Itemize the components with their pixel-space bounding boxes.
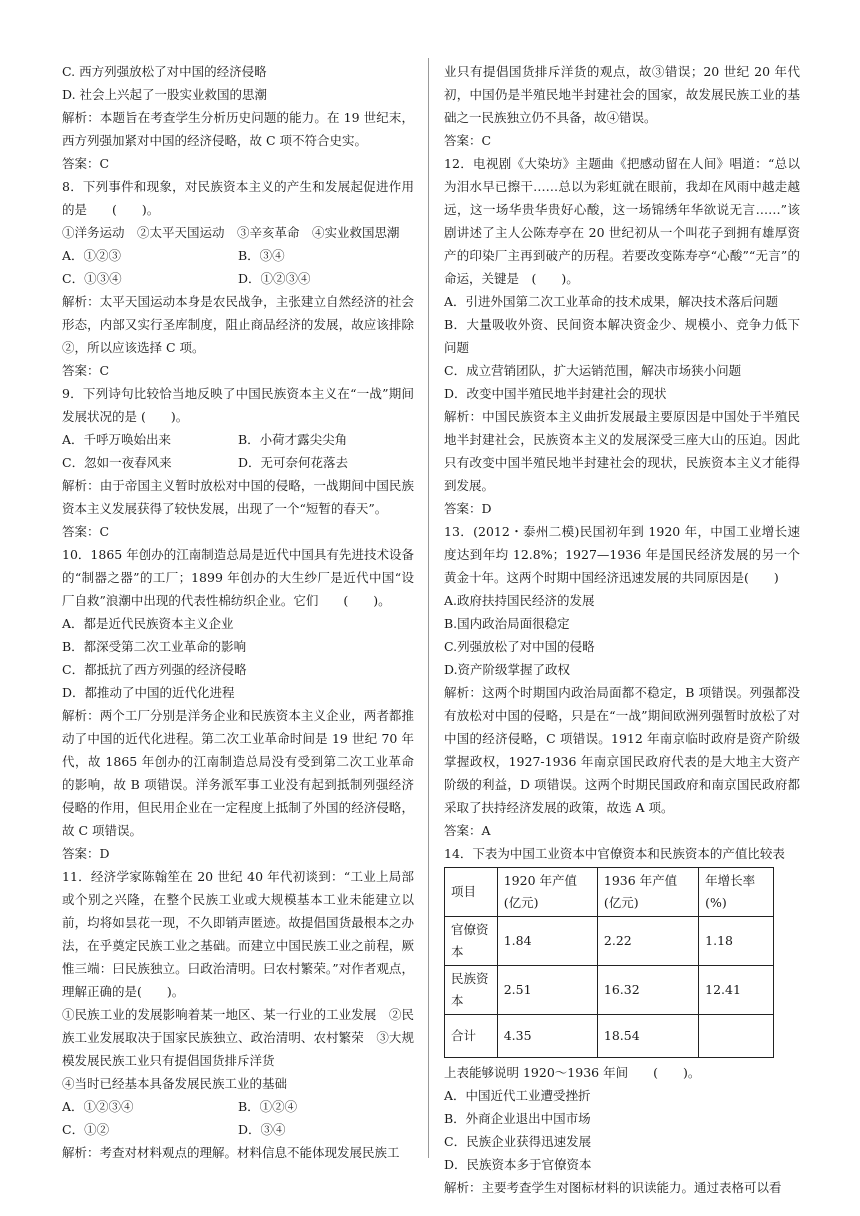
q7-option-c: C. 西方列强放松了对中国的经济侵略 [62, 64, 267, 79]
table-cell: 18.54 [597, 1015, 698, 1058]
q9-option-c: C．忽如一夜春风来 [62, 455, 172, 470]
q11-answer: 答案：C [444, 133, 492, 148]
q7-answer: 答案：C [62, 156, 110, 171]
q13-stem: 13．(2012・泰州二模)民国初年到 1920 年，中国工业增长速度达到年均 12.8%；1927—1936 年是国民经济发展的另一个黄金十年。这两个时期中国经济迅速发展的共同原因是( ) [444, 524, 800, 585]
q11-item-4: ④当时已经基本具备发展民族工业的基础 [62, 1076, 288, 1091]
q7-option-d: D. 社会上兴起了一股实业救国的思潮 [62, 87, 268, 102]
q9-option-d: D．无可奈何花落去 [238, 455, 349, 470]
q11-options-cd [62, 1118, 414, 1141]
q9-answer: 答案：C [62, 524, 110, 539]
q11-analysis: 解析：考查对材料观点的理解。材料信息不能体现发展民族工 [62, 1145, 400, 1160]
table-header-row [445, 868, 774, 917]
table-cell: 官僚资本 [445, 917, 498, 966]
q8-option-a: A．①②③ [62, 248, 122, 263]
q8-option-b: B．③④ [238, 248, 285, 263]
q10-answer: 答案：D [62, 846, 110, 861]
q12-stem: 12．电视剧《大染坊》主题曲《把感动留在人间》唱道：“总以为泪水早已擦干……总以为彩虹就在眼前，我却在风雨中越走越远，这一场华贵华贵好心酸，这一场锦绣年华欲说无言……”该剧讲述了主人公陈寿亭在 20 世纪初从一个叫花子到拥有雄厚资产的印染厂主再到破产的历程。若要改变陈寿亭“心酸”“无言”的命运，关键是 ( )。 [444, 156, 800, 286]
q13-answer: 答案：A [444, 823, 491, 838]
q14-option-b: B．外商企业退出中国市场 [444, 1111, 591, 1126]
q11-analysis-continued: 业只有提倡国货排斥洋货的观点，故③错误；20 世纪 20 年代初，中国仍是半殖民地半封建社会的国家，故发展民族工业的基础之一民族独立仍不具备，故④错误。 [444, 64, 800, 125]
table-cell: 2.22 [597, 917, 698, 966]
q12-option-a: A．引进外国第二次工业革命的技术成果，解决技术落后问题 [444, 294, 779, 309]
q11-option-c: C．①② [62, 1122, 110, 1137]
q14-stem: 14．下表为中国工业资本中官僚资本和民族资本的产值比较表 [444, 846, 785, 861]
q12-option-b: B．大量吸收外资、民间资本解决资金少、规模小、竞争力低下问题 [444, 317, 800, 355]
q10-option-d: D．都推动了中国的近代化进程 [62, 685, 235, 700]
table-header-cell: 1920 年产值(亿元) [497, 868, 597, 917]
q8-option-d: D．①②③④ [238, 271, 311, 286]
q13-option-c: C.列强放松了对中国的侵略 [444, 639, 595, 654]
q11-option-b: B．①②④ [238, 1099, 298, 1114]
q8-options-cd [62, 267, 414, 290]
q9-option-b: B．小荷才露尖尖角 [238, 432, 348, 447]
q13-option-b: B.国内政治局面很稳定 [444, 616, 570, 631]
q8-items: ①洋务运动 ②太平天国运动 ③辛亥革命 ④实业救国思潮 [62, 225, 400, 240]
table-cell: 1.18 [699, 917, 774, 966]
table-cell: 1.84 [497, 917, 597, 966]
q8-options-ab [62, 244, 414, 267]
q13-option-d: D.资产阶级掌握了政权 [444, 662, 571, 677]
q12-option-c: C．成立营销团队，扩大运销范围，解决市场狭小问题 [444, 363, 742, 378]
table-row [445, 917, 774, 966]
q8-option-c: C．①③④ [62, 271, 122, 286]
q10-option-c: C．都抵抗了西方列强的经济侵略 [62, 662, 247, 677]
q9-option-a: A．千呼万唤始出来 [62, 432, 172, 447]
table-row [445, 1015, 774, 1058]
q10-option-b: B．都深受第二次工业革命的影响 [62, 639, 247, 654]
q12-option-d: D．改变中国半殖民地半封建社会的现状 [444, 386, 667, 401]
table-cell: 16.32 [597, 966, 698, 1015]
table-header-cell: 项目 [445, 868, 498, 917]
table-cell: 2.51 [497, 966, 597, 1015]
q10-option-a: A．都是近代民族资本主义企业 [62, 616, 234, 631]
q10-stem: 10．1865 年创办的江南制造总局是近代中国具有先进技术设备的“制器之器”的工厂；1899 年创办的大生纱厂是近代中国“设厂自救”浪潮中出现的代表性棉纺织企业。它们 ( )。 [62, 547, 414, 608]
table-header-cell: 年增长率(%) [699, 868, 774, 917]
q12-answer: 答案：D [444, 501, 492, 516]
q14-tail: 上表能够说明 1920～1936 年间 ( )。 [444, 1065, 701, 1080]
q14-option-c: C．民族企业获得迅速发展 [444, 1134, 592, 1149]
q13-option-a: A.政府扶持国民经济的发展 [444, 593, 595, 608]
table-cell: 民族资本 [445, 966, 498, 1015]
q9-options-ab [62, 428, 414, 451]
q14-option-d: D．民族资本多于官僚资本 [444, 1157, 592, 1172]
q14-analysis: 解析：主要考查学生对图标材料的识读能力。通过表格可以看 [444, 1180, 782, 1195]
table-cell: 合计 [445, 1015, 498, 1058]
q7-analysis: 解析：本题旨在考查学生分析历史问题的能力。在 19 世纪末，西方列强加紧对中国的经济侵略，故 C 项不符合史实。 [62, 110, 414, 148]
table-cell: 4.35 [497, 1015, 597, 1058]
table-header-cell: 1936 年产值(亿元) [597, 868, 698, 917]
q12-analysis: 解析：中国民族资本主义曲折发展最主要原因是中国处于半殖民地半封建社会，民族资本主义的发展深受三座大山的压迫。因此只有改变中国半殖民地半封建社会的现状，民族资本主义才能得到发展。 [444, 409, 800, 493]
q9-options-cd [62, 451, 414, 474]
table-cell [699, 1015, 774, 1058]
q13-analysis: 解析：这两个时期国内政治局面都不稳定，B 项错误。列强都没有放松对中国的侵略，只是在“一战”期间欧洲列强暂时放松了对中国的经济侵略，C 项错误。1912 年南京临时政府是资产阶级掌握政权，1927-1936 年南京国民政府代表的是大地主大资产阶级的利益，D 项错误。这两个时期民国政府和南京国民政府都采取了扶持经济发展的政策，故选 A 项。 [444, 685, 800, 815]
q11-option-a: A．①②③④ [62, 1099, 134, 1114]
table-cell: 12.41 [699, 966, 774, 1015]
q8-stem: 8．下列事件和现象，对民族资本主义的产生和发展起促进作用的是 ( )。 [62, 179, 414, 217]
q11-items: ①民族工业的发展影响着某一地区、某一行业的工业发展 ②民族工业发展取决于国家民族独立、政治清明、农村繁荣 ③大规模发展民族工业只有提倡国货排斥洋货 [62, 1007, 414, 1068]
capital-comparison-table [444, 867, 774, 1058]
q11-options-ab [62, 1095, 414, 1118]
q9-analysis: 解析：由于帝国主义暂时放松对中国的侵略，一战期间中国民族资本主义发展获得了较快发展，出现了一个“短暂的春天”。 [62, 478, 414, 516]
column-divider [428, 58, 429, 1158]
q11-option-d: D．③④ [238, 1122, 286, 1137]
q8-answer: 答案：C [62, 363, 110, 378]
q9-stem: 9．下列诗句比较恰当地反映了中国民族资本主义在“一战”期间发展状况的是 ( )。 [62, 386, 414, 424]
table-row [445, 966, 774, 1015]
right-column [444, 60, 800, 1199]
q10-analysis: 解析：两个工厂分别是洋务企业和民族资本主义企业，两者都推动了中国的近代化进程。第二次工业革命时间是 19 世纪 70 年代，故 1865 年创办的江南制造总局没有受到第二次工业革命的影响，故 B 项错误。洋务派军事工业没有起到抵制列强经济侵略的作用，但民用企业在一定程度上抵制了外国的经济侵略，故 C 项错误。 [62, 708, 414, 838]
q14-option-a: A．中国近代工业遭受挫折 [444, 1088, 591, 1103]
q11-stem: 11．经济学家陈翰笙在 20 世纪 40 年代初谈到：“工业上局部或个别之兴隆，在整个民族工业或大规模基本工业未能建立以前，均将如昙花一现，不久即销声匿迹。故提倡国货最根本之办法，在乎奠定民族工业之基础。而建立中国民族工业之前程，厥惟三端：曰民族独立。曰政治清明。曰农村繁荣。”对作者观点，理解正确的是( )。 [62, 869, 414, 999]
q8-analysis: 解析：太平天国运动本身是农民战争，主张建立自然经济的社会形态，内部又实行圣库制度，阻止商品经济的发展，故应该排除②，所以应该选择 C 项。 [62, 294, 414, 355]
left-column [62, 60, 414, 1164]
